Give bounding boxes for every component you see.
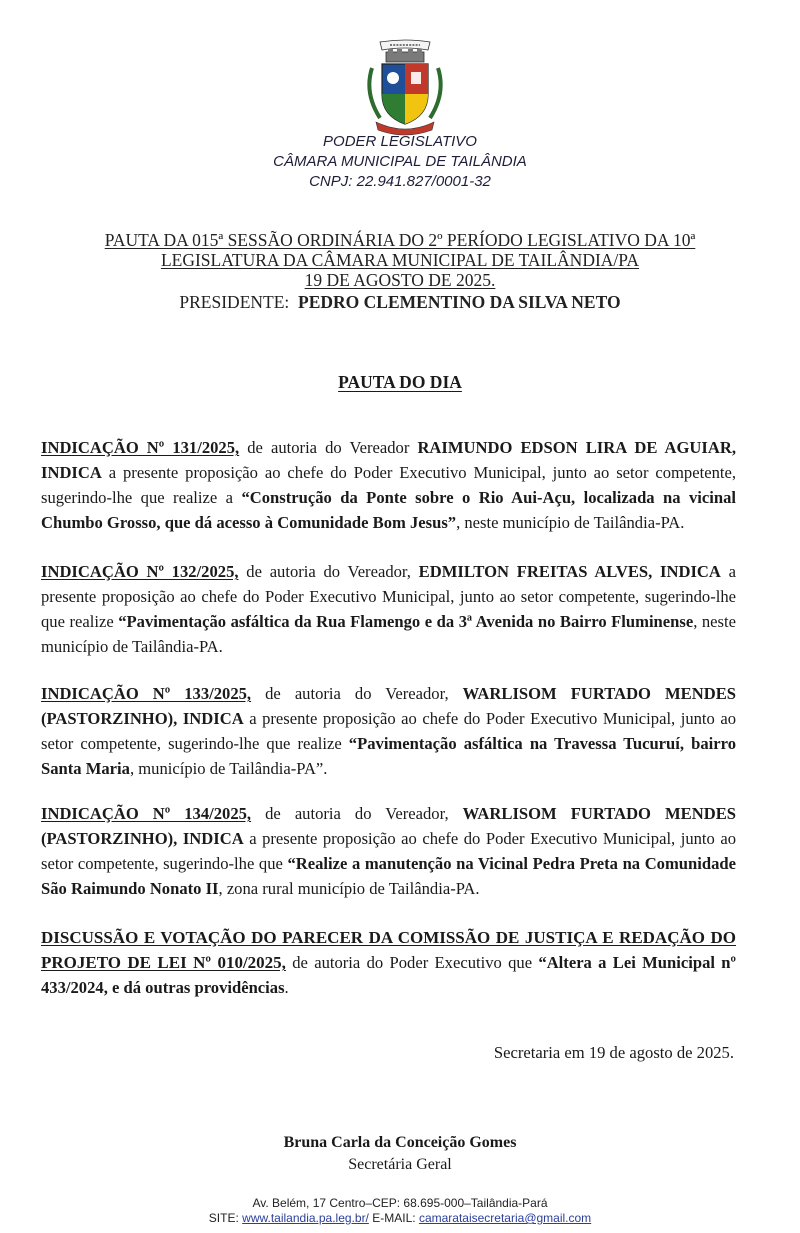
- indication-subject: “Realize a manutenção na Vicinal Pedra Preta na Comunidade São Raimundo Nonato II: [41, 854, 736, 898]
- indication-item: INDICAÇÃO Nº 132/2025, de autoria do Vereador, EDMILTON FREITAS ALVES, INDICA a presente proposição ao chefe do Poder Executivo Municipal, junto ao setor competente, sugerindo-lhe que realize “Pavimentação asfáltica da Rua Flamengo e da 3ª Avenida no Bairro Fluminense, neste município de Tailândia-PA.: [41, 562, 737, 656]
- title-line-2: LEGISLATURA DA CÂMARA MUNICIPAL DE TAILÂNDIA/PA: [160, 250, 640, 270]
- closing-date: Secretaria em 19 de agosto de 2025.: [493, 1043, 734, 1062]
- discussion-subject: “Altera a Lei Municipal nº 433/2024, e dá outras providências: [41, 953, 736, 997]
- indication-item: INDICAÇÃO Nº 131/2025, de autoria do Vereador RAIMUNDO EDSON LIRA DE AGUIAR, INDICA a presente proposição ao chefe do Poder Executivo Municipal, junto ao setor competente, sugerindo-lhe que realize a “Construção da Ponte sobre o Rio Aui-Açu, localizada na vicinal Chumbo Grosso, que dá acesso à Comunidade Bom Jesus”, neste município de Tailândia-PA.: [41, 438, 736, 532]
- footer: [100, 1196, 700, 1226]
- indication-subject: “Construção da Ponte sobre o Rio Aui-Açu, localizada na vicinal Chumbo Grosso, que dá acesso à Comunidade Bom Jesus”: [41, 488, 736, 532]
- municipal-crest: [362, 38, 448, 138]
- indication-subject: “Pavimentação asfáltica da Rua Flamengo e da 3ª Avenida no Bairro Fluminense: [118, 612, 694, 631]
- indication-item: INDICAÇÃO Nº 134/2025, de autoria do Vereador, WARLISOM FURTADO MENDES (PASTORZINHO), INDICA a presente proposição ao chefe do Poder Executivo Municipal, junto ao setor competente, sugerindo-lhe que “Realize a manutenção na Vicinal Pedra Preta na Comunidade São Raimundo Nonato II, zona rural município de Tailândia-PA.: [41, 804, 736, 898]
- president-label: PRESIDENTE:: [179, 292, 290, 312]
- president-line: [60, 292, 740, 312]
- legislative-power-line: PODER LEGISLATIVO: [323, 133, 477, 150]
- council-name-line: CÂMARA MUNICIPAL DE TAILÂNDIA: [273, 153, 527, 170]
- discussion-item: DISCUSSÃO E VOTAÇÃO DO PARECER DA COMISSÃO DE JUSTIÇA E REDAÇÃO DO PROJETO DE LEI Nº 010/2025, de autoria do Poder Executivo que “Altera a Lei Municipal nº 433/2024, e dá outras providências.: [41, 928, 736, 997]
- signatory-role: Secretária Geral: [348, 1156, 452, 1173]
- indication-author: RAIMUNDO EDSON LIRA DE AGUIAR,: [417, 438, 736, 457]
- section-title: PAUTA DO DIA: [338, 372, 462, 392]
- letterhead: [200, 132, 600, 192]
- indication-number: INDICAÇÃO Nº 131/2025,: [41, 438, 240, 457]
- website-link[interactable]: www.tailandia.pa.leg.br/: [242, 1211, 369, 1225]
- title-line-1: PAUTA DA 015ª SESSÃO ORDINÁRIA DO 2º PERÍODO LEGISLATIVO DA 10ª: [104, 230, 696, 250]
- discussion-heading: DISCUSSÃO E VOTAÇÃO DO PARECER DA COMISSÃO DE JUSTIÇA E REDAÇÃO DO PROJETO DE LEI Nº 010/2025,: [41, 928, 736, 972]
- indication-item: INDICAÇÃO Nº 133/2025, de autoria do Vereador, WARLISOM FURTADO MENDES (PASTORZINHO), INDICA a presente proposição ao chefe do Poder Executivo Municipal, junto ao setor competente, sugerindo-lhe que realize “Pavimentação asfáltica na Travessa Tucuruí, bairro Santa Maria, município de Tailândia-PA”.: [41, 684, 736, 778]
- coat-of-arms-icon: [362, 38, 448, 138]
- indication-number: INDICAÇÃO Nº 132/2025,: [41, 562, 239, 581]
- indication-author: WARLISOM FURTADO MENDES (PASTORZINHO),: [41, 804, 736, 848]
- cnpj-line: CNPJ: 22.941.827/0001-32: [309, 173, 491, 190]
- indication-number: INDICAÇÃO Nº 133/2025,: [41, 684, 252, 703]
- indication-number: INDICAÇÃO Nº 134/2025,: [41, 804, 252, 823]
- email-link[interactable]: camarataisecretaria@gmail.com: [418, 1211, 592, 1225]
- session-title: [60, 230, 740, 312]
- title-date: 19 DE AGOSTO DE 2025.: [304, 270, 496, 290]
- footer-address: Av. Belém, 17 Centro–CEP: 68.695-000–Tailândia-Pará: [252, 1196, 548, 1210]
- president-name: PEDRO CLEMENTINO DA SILVA NETO: [298, 292, 621, 312]
- indication-author: WARLISOM FURTADO MENDES (PASTORZINHO),: [41, 684, 736, 728]
- signatory-name: Bruna Carla da Conceição Gomes: [283, 1134, 517, 1151]
- indication-author: EDMILTON FREITAS ALVES,: [418, 562, 653, 581]
- signature-block: [200, 1132, 600, 1176]
- footer-contacts: SITE: www.tailandia.pa.leg.br/ E-MAIL: camarataisecretaria@gmail.com: [208, 1211, 592, 1225]
- indication-subject: “Pavimentação asfáltica na Travessa Tucuruí, bairro Santa Maria: [41, 734, 736, 778]
